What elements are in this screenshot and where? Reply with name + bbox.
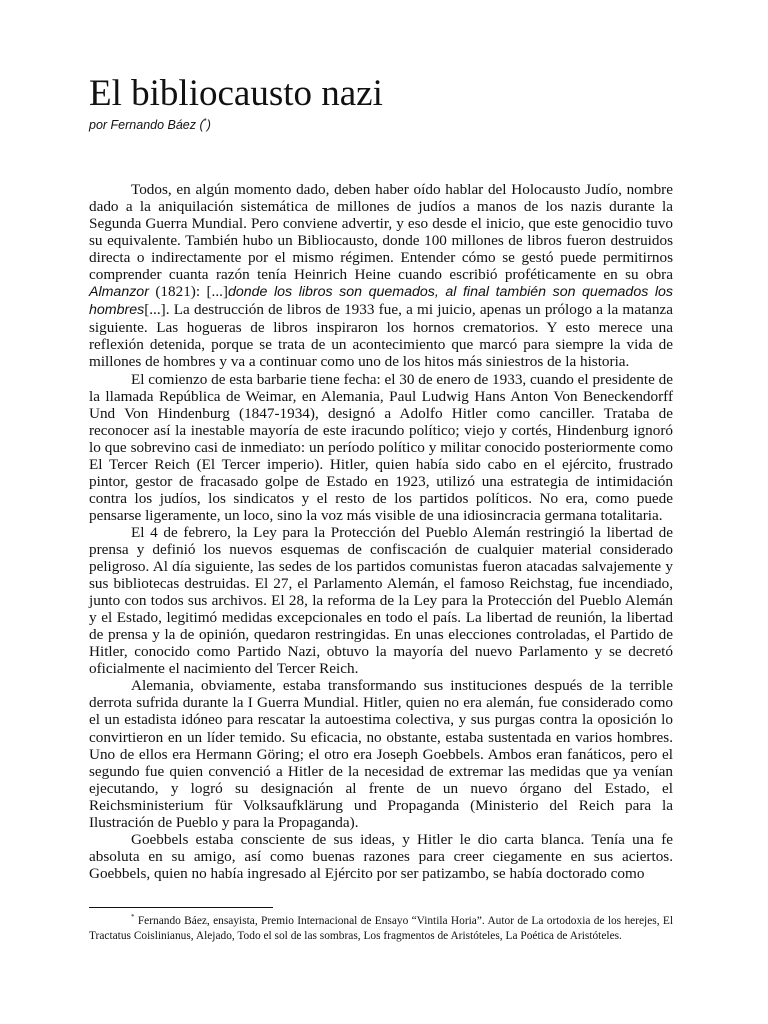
footnote-text: Fernando Báez, ensayista, Premio Internacional de Ensayo “Vintila Horia”. Autor de La ortodoxia de los herejes, El Tractatus Coislinianus, Alejado, Todo el sol de las sombras, Los fragmentos de Aristóteles, La Poética de Aristóteles.: [89, 914, 673, 943]
heine-quote: donde los libros son quemados, al final también son quemados los hombres: [89, 284, 673, 319]
footnote-reference[interactable]: *: [203, 117, 207, 126]
paragraph-4: Alemania, obviamente, estaba transformando sus instituciones después de la terrible derrota sufrida durante la I Guerra Mundial. Hitler, quien no era alemán, fue considerado como el un estadista idóneo para rescatar la autoestima colectiva, y sus purgas contra la oposición lo convirtieron en un líder temido. Su eficacia, no obstante, estaba sustentada en varios hombres. Uno de ellos era Hermann Göring; el otro era Joseph Goebbels. Ambos eran fanáticos, pero el segundo fue quien convenció a Hitler de la necesidad de extremar las medidas que ya venían ejecutando, y logró su designación al frente de un nuevo órgano del Estado, el Reichsministerium für Volksaufklärung und Propaganda (Ministerio del Reich para la Ilustración de Pueblo y para la Propaganda).: [89, 677, 673, 831]
paragraph-1-text-a: Todos, en algún momento dado, deben haber oído hablar del Holocausto Judío, nombre dado a la aniquilación sistemática de millones de judíos a manos de los nazis durante la Segunda Guerra Mundial. Pero conviene advertir, y eso desde el inicio, que este genocidio tuvo su equivalente. También hubo un Bibliocausto, donde 100 millones de libros fueron destruidos directa o indirectamente por el mismo régimen. Entender cómo se gestó puede permitirnos comprender cuanta razón tenía Heinrich Heine cuando escribió proféticamente en su obra: [89, 181, 673, 284]
page-title: El bibliocausto nazi: [89, 73, 383, 114]
footnote-divider: [89, 907, 273, 908]
paragraph-1-text-e: [...]. La destrucción de libros de 1933 fue, a mi juicio, apenas un prólogo a la matanza siguiente. Las hogueras de libros inspiraron los hornos crematorios. Y esto merece una reflexión detenida, porque se trata de un acontecimiento que marcó para siempre la vida de millones de hombres y va a continuar como uno de los hitos más siniestros de la historia.: [89, 301, 673, 371]
author-byline: [89, 114, 211, 133]
byline-text: por Fernando Báez: [89, 118, 197, 133]
paragraph-1: [89, 181, 673, 371]
footnote: [89, 910, 673, 945]
paragraph-1-text-c: (1821): [...]: [148, 283, 228, 301]
byline-paren-open: (: [196, 118, 204, 133]
article-body: [89, 181, 673, 882]
byline-paren-close: ): [206, 118, 211, 133]
paragraph-5: Goebbels estaba consciente de sus ideas, y Hitler le dio carta blanca. Tenía una fe absoluta en su amigo, así como buenas razones para creer ciegamente en sus aciertos. Goebbels, quien no había ingresado al Ejército por ser patizambo, se había doctorado como: [89, 830, 673, 882]
paragraph-2: El comienzo de esta barbarie tiene fecha: el 30 de enero de 1933, cuando el presidente de la llamada República de Weimar, en Alemania, Paul Ludwig Hans Anton Von Beneckendorff Und Von Hindenburg (1847-1934), designó a Adolfo Hitler como canciller. Trataba de reconocer así la inestable mayoría de este iracundo político; viejo y cortés, Hindenburg ignoró lo que sobrevino casi de inmediato: un período político y militar conocido posteriormente como El Tercer Reich (El Tercer imperio). Hitler, quien había sido cabo en el ejército, frustrado pintor, gestor de fracasado golpe de Estado en 1923, utilizó una estrategia de intimidación contra los judíos, los sindicatos y el resto de los partidos políticos. No era, como puede pensarse ligeramente, un loco, sino la voz más visible de una idiosincracia germana totalitaria.: [89, 370, 673, 524]
paragraph-3: El 4 de febrero, la Ley para la Protección del Pueblo Alemán restringió la libertad de prensa y definió los nuevos esquemas de confiscación de cualquier material considerado peligroso. Al día siguiente, las sedes de los partidos comunistas fueron atacadas salvajemente y sus bibliotecas destruidas. El 27, el Parlamento Alemán, el famoso Reichstag, fue incendiado, junto con todos sus archivos. El 28, la reforma de la Ley para la Protección del Pueblo Alemán y el Estado, legitimó medidas excepcionales en todo el país. La libertad de reunión, la libertad de prensa y la de opinión, quedaron restringidas. En unas elecciones controladas, el Partido de Hitler, conocido como Partido Nazi, obtuvo la mayoría del nuevo Parlamento y se decretó oficialmente el nacimiento del Tercer Reich.: [89, 523, 673, 678]
work-title-almanzor: Almanzor: [89, 284, 149, 301]
footnote-marker: *: [131, 913, 135, 921]
